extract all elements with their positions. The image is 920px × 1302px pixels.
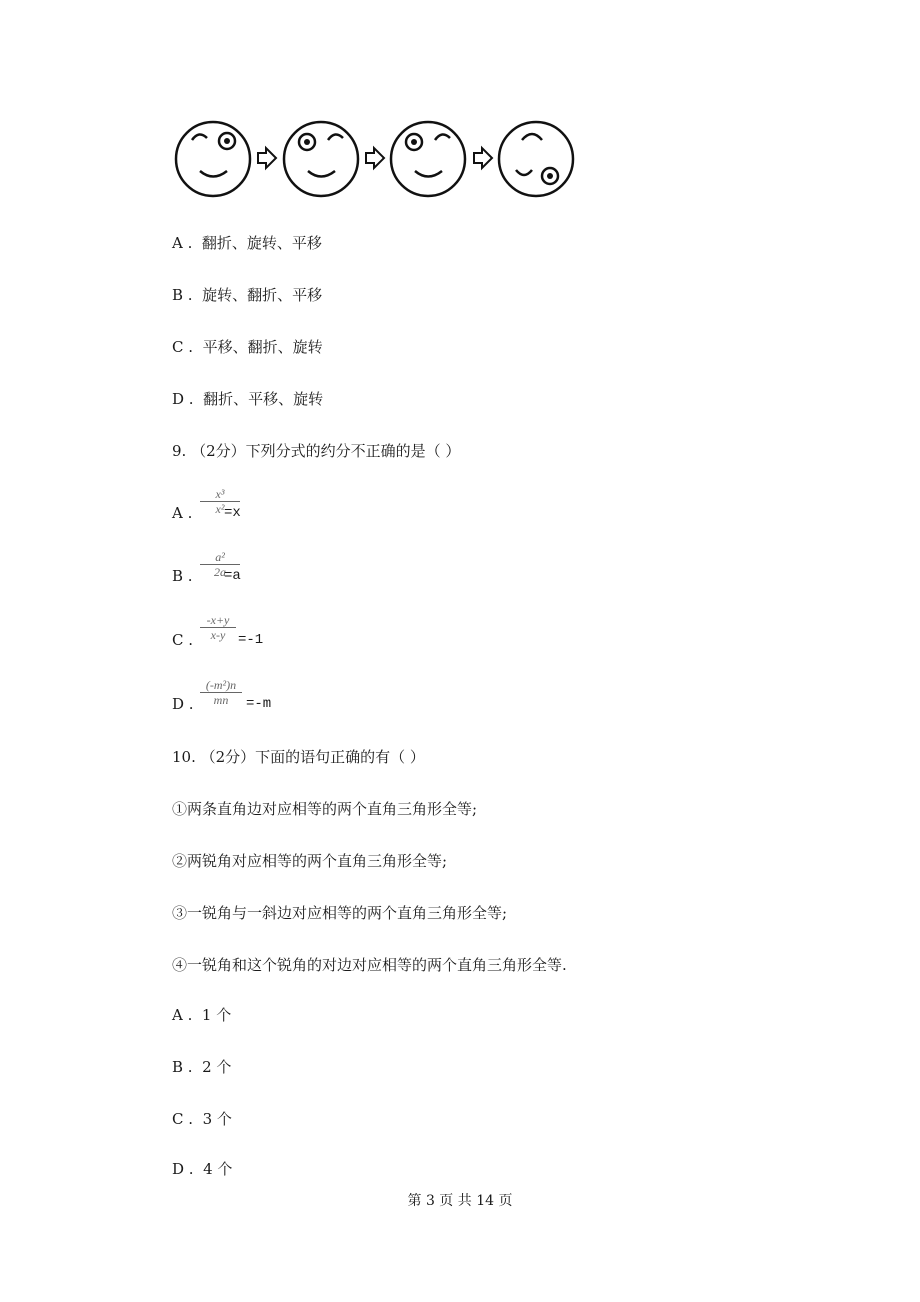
- q9-rhs-d: =-m: [246, 696, 272, 712]
- face-4: [499, 122, 573, 196]
- q10-statement-3: ③一锐角与一斜边对应相等的两个直角三角形全等;: [172, 904, 508, 922]
- q9-stem: 9. （2分）下列分式的约分不正确的是（ ）: [172, 442, 461, 460]
- q8-option-b[interactable]: B . 旋转、翻折、平移: [172, 286, 323, 304]
- q9-option-c[interactable]: C .: [172, 631, 194, 649]
- face-2: [284, 122, 358, 196]
- q10-stem: 10. （2分）下面的语句正确的有（ ）: [172, 748, 425, 766]
- face-1: [176, 122, 250, 196]
- q10-option-c[interactable]: C . 3 个: [172, 1110, 232, 1128]
- q8-option-c[interactable]: C . 平移、翻折、旋转: [172, 338, 323, 356]
- q9-fraction-d: (-m²)n mn: [200, 679, 242, 706]
- q9-option-a[interactable]: A .: [172, 504, 193, 522]
- face-3: [391, 122, 465, 196]
- q9-rhs-a: =x: [224, 505, 241, 521]
- q10-option-d[interactable]: D . 4 个: [172, 1160, 233, 1178]
- q8-option-d[interactable]: D . 翻折、平移、旋转: [172, 390, 324, 408]
- q10-statement-2: ②两锐角对应相等的两个直角三角形全等;: [172, 852, 448, 870]
- arrow-right-icon: [366, 148, 384, 168]
- arrow-right-icon: [474, 148, 492, 168]
- q9-rhs-b: =a: [224, 568, 241, 584]
- q10-statement-1: ①两条直角边对应相等的两个直角三角形全等;: [172, 800, 478, 818]
- arrow-right-icon: [258, 148, 276, 168]
- q10-option-b[interactable]: B . 2 个: [172, 1058, 232, 1076]
- q10-statement-4: ④一锐角和这个锐角的对边对应相等的两个直角三角形全等.: [172, 956, 567, 974]
- q9-fraction-b: a² 2a: [200, 551, 240, 578]
- q9-option-d[interactable]: D .: [172, 695, 194, 713]
- q9-option-b[interactable]: B .: [172, 567, 193, 585]
- q9-fraction-c: -x+y x-y: [200, 614, 236, 641]
- q9-fraction-a: x³ x²: [200, 488, 240, 515]
- page-footer: 第 3 页 共 14 页: [407, 1193, 513, 1209]
- q9-rhs-c: =-1: [238, 632, 264, 648]
- q8-option-a[interactable]: A . 翻折、旋转、平移: [172, 234, 322, 252]
- face-sequence-figure: [170, 118, 590, 204]
- q10-option-a[interactable]: A . 1 个: [172, 1006, 232, 1024]
